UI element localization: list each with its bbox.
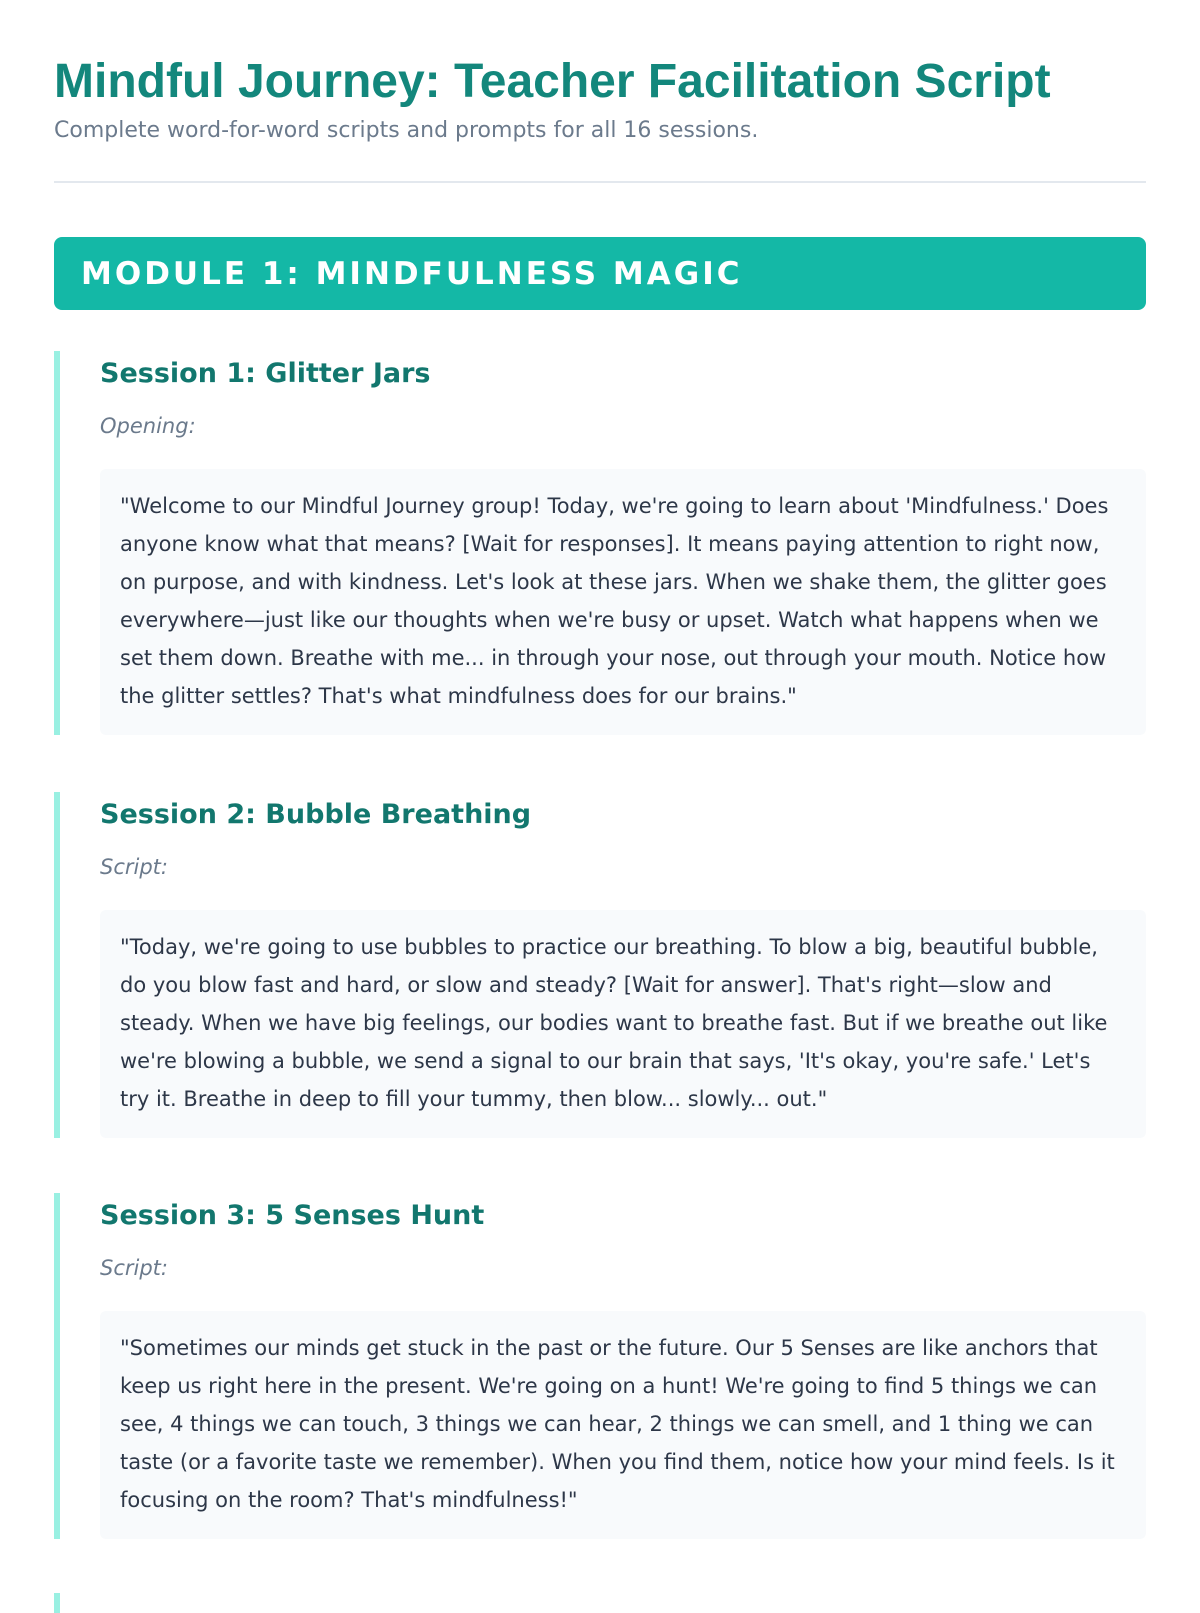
session-label: Opening: xyxy=(100,414,196,438)
script-text: "Welcome to our Mindful Journey group! Today, we're going to learn about 'Mindfulness.' Does anyone know what that means? [Wait for responses]. It means paying attention to right now, on purpose, and with kindness. Let's look at these jars. When we shake them, the glitter goes everywhere—just like our thoughts when we're busy or upset. Watch what happens when we set them down. Breathe with me... in through your nose, out through your mouth. Notice how the glitter settles? That's what mindfulness does for our brains." xyxy=(100,469,1146,735)
header-divider xyxy=(54,181,1146,183)
session-label: Script: xyxy=(100,1256,168,1280)
session-card xyxy=(54,1193,1146,1539)
script-text: "Sometimes our minds get stuck in the past or the future. Our 5 Senses are like anchors that keep us right here in the present. We're going on a hunt! We're going to find 5 things we can see, 4 things we can touch, 3 things we can hear, 2 things we can smell, and 1 thing we can taste (or a favorite taste we remember). When you find them, notice how your mind feels. Is it focusing on the room? That's mindfulness!" xyxy=(100,1311,1146,1539)
session-card xyxy=(54,792,1146,1138)
session-title: Session 2: Bubble Breathing xyxy=(100,799,532,830)
module-title: MODULE 1: MINDFULNESS MAGIC xyxy=(81,255,743,292)
module-banner xyxy=(54,237,1146,310)
script-text: "Today, we're going to use bubbles to practice our breathing. To blow a big, beautiful bubble, do you blow fast and hard, or slow and steady? [Wait for answer]. That's right—slow and steady. When we have big feelings, our bodies want to breathe fast. But if we breathe out like we're blowing a bubble, we send a signal to our brain that says, 'It's okay, you're safe.' Let's try it. Breathe in deep to fill your tummy, then blow... slowly... out." xyxy=(100,910,1146,1138)
session-card-next xyxy=(54,1593,1146,1613)
page-title: Mindful Journey: Teacher Facilitation Script xyxy=(54,55,1051,108)
session-card xyxy=(54,351,1146,735)
session-title: Session 1: Glitter Jars xyxy=(100,358,431,389)
page-subtitle: Complete word-for-word scripts and prompts for all 16 sessions. xyxy=(54,118,759,143)
session-label: Script: xyxy=(100,855,168,879)
session-title: Session 3: 5 Senses Hunt xyxy=(100,1200,485,1231)
